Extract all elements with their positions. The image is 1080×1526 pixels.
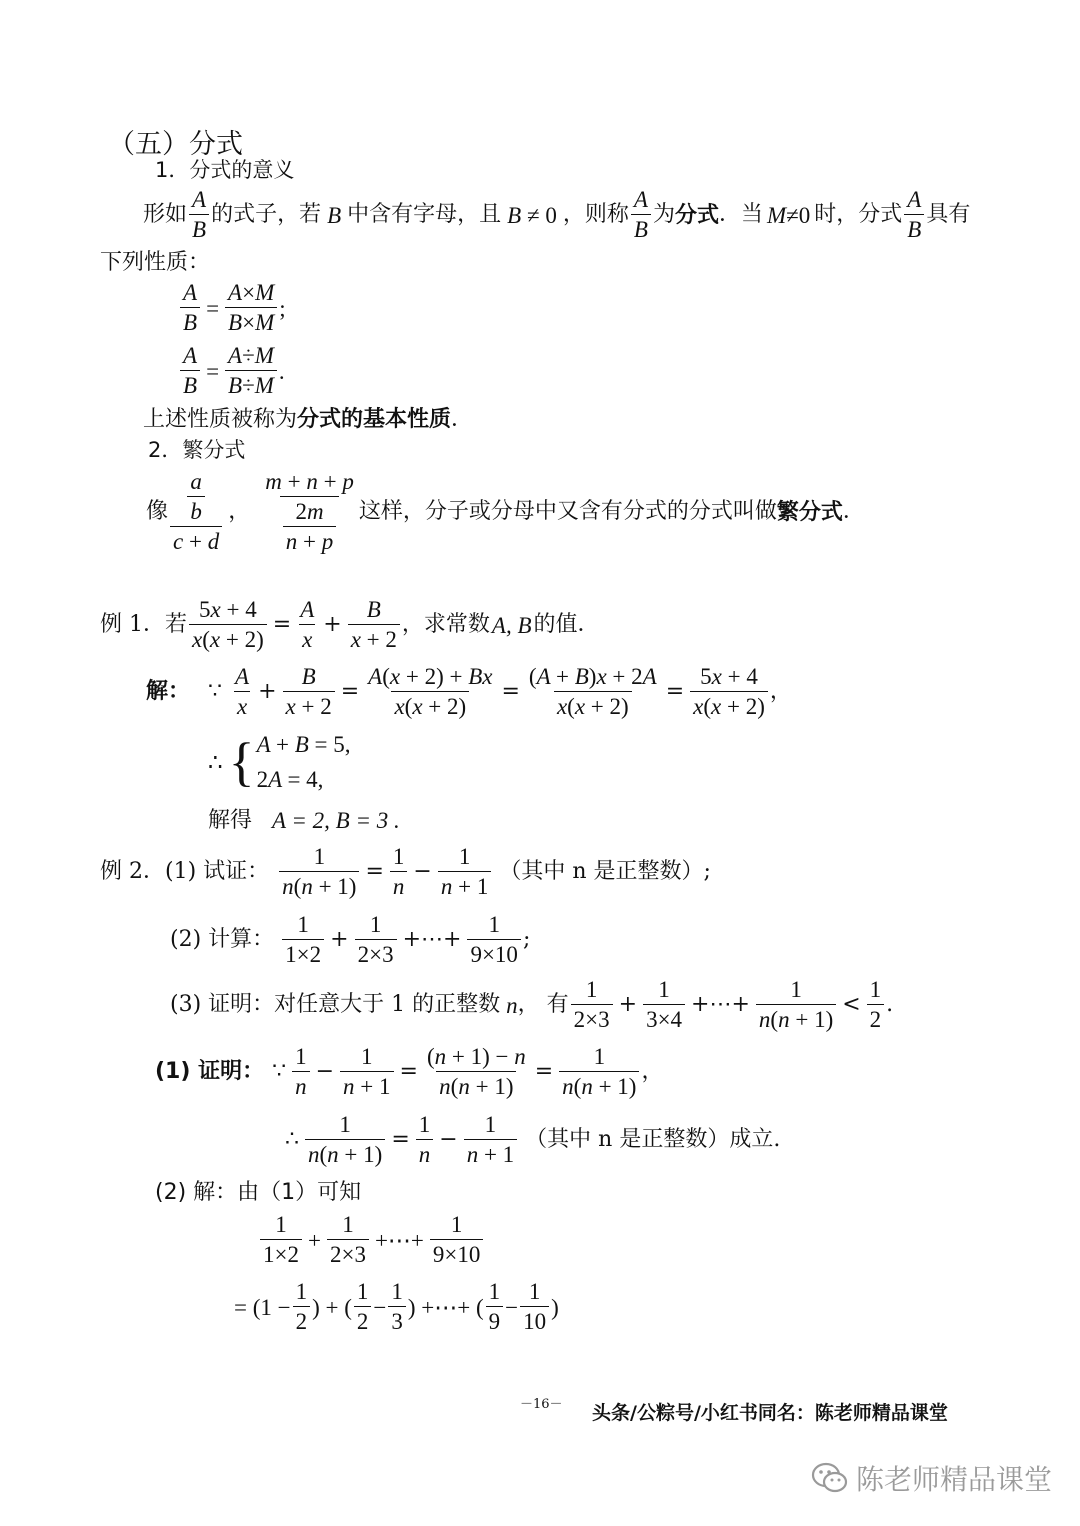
telescoping-expression: = (1 − $\frac{1}{2}$ ) + ( 1 2 − $\frac{1}{3}$ ) +⋯+ ( 1 9 − $\frac{1}{10}$ ) xyxy=(234,1279,559,1335)
basic-property-term: 分式的基本性质 xyxy=(297,406,452,432)
example-2-label: 例 2．(1) 试证： xyxy=(100,859,270,885)
watermark: 陈老师精品课堂 xyxy=(810,1458,1052,1498)
definition-line xyxy=(143,188,970,242)
def-text-6: ．当 xyxy=(718,202,763,228)
complex-fraction-1: $\frac{a}{b}$ c + d xyxy=(170,470,222,554)
page-number: －16－ xyxy=(520,1397,563,1412)
subsection-2-title: 2．繁分式 xyxy=(148,438,246,462)
math-b-nonzero: B ≠ 0 xyxy=(507,202,557,228)
fraction-a-over-b: A B xyxy=(189,188,209,242)
complex-fraction-2: m + n + p $\frac{2m}{n + p}$ xyxy=(265,469,354,555)
complex-fraction-line: 像 $\frac{a}{b}$ c + d ， m + n + p $\frac{2m}{n + p}$ 这样，分子或分母中又含有分式的分式叫做 繁分式 ． xyxy=(146,469,865,555)
sum-expression: 1 1×2 + $\frac{1}{2\times 3}$ +⋯+ $\frac{1}{9\times 10}$ xyxy=(258,1213,485,1267)
def-term: 分式 xyxy=(674,202,719,229)
complex-text-2: 这样，分子或分母中又含有分式的分式叫做 xyxy=(358,499,777,525)
example-2-part-2: (2) 计算： 1 1×2 + $\frac{1}{2\times 3}$ +⋯+ $\frac{1}{9\times 10}$ ; xyxy=(170,912,531,968)
math-m-nonzero: M≠0 xyxy=(766,202,811,228)
fraction-a-over-b-3: A B xyxy=(904,188,924,242)
definition-line-2: 下列性质： xyxy=(100,250,211,275)
solution-part-2-label: (2) 解：由（1）可知 xyxy=(155,1180,362,1205)
def-text-4: ，则称 xyxy=(562,202,629,228)
def-text-8: 具有 xyxy=(926,202,971,228)
subsection-1-title: 1．分式的意义 xyxy=(155,158,295,182)
def-text-5: 为 xyxy=(652,202,675,228)
def-text-2: 的式子，若 xyxy=(211,202,322,228)
property-multiply: $\frac{A}{B}$ = $\frac{A\times M}{B\times M}$ ; xyxy=(178,281,286,335)
system-of-equations: ∴ { A + B = 5, 2A = 4, xyxy=(208,732,351,792)
solution-label: 解： xyxy=(146,679,191,705)
property-summary: 上述性质被称为分式的基本性质． xyxy=(143,406,474,432)
property-divide: $\frac{A}{B}$ = $\frac{A\div M}{B\div M}$ . xyxy=(178,344,285,398)
def-text-7: 时，分式 xyxy=(814,202,903,228)
def-text-3: 中含有字母，且 xyxy=(347,202,502,228)
proof-conclusion: ∴ $\frac{1}{n(n + 1)}$ = $\frac{1}{n}$ − $\frac{1}{n + 1}$ （其中 n 是正整数）成立. xyxy=(285,1112,781,1168)
def-text-1: 形如 xyxy=(143,202,188,228)
math-b: B xyxy=(327,202,342,228)
complex-text-1: 像 xyxy=(146,499,169,525)
fraction-a-over-b-2: A B xyxy=(631,188,651,242)
proof-label: (1) 证明： xyxy=(155,1059,265,1085)
section-title: （五）分式 xyxy=(108,129,243,160)
complex-fraction-term: 繁分式 xyxy=(776,499,843,526)
example-1-answer: 解得 A = 2, B = 3 . xyxy=(208,807,400,833)
example-1-solution: 解： ∵ A x + $\frac{B}{x + 2}$ = $\frac{A(x + 2) + Bx}{x(x + 2)}$ = $\frac{(A + B)x + 2A}{x(x + 2)}$ = $\frac{5x + 4}{x(x + 2)}$ ， xyxy=(146,664,792,720)
example-2-part-1: 例 2．(1) 试证： $\frac{1}{n(n + 1)}$ = $\frac{1}{n}$ − $\frac{1}{n + 1}$ （其中 n 是正整数）; xyxy=(100,844,711,900)
footer-source: 头条/公粽号/小红书同名：陈老师精品课堂 xyxy=(592,1402,948,1424)
example-2-part-3: (3) 证明：对任意大于 1 的正整数 n ， 有 1 2×3 + $\frac{1}{3\times 4}$ +⋯+ $\frac{1}{n(n + 1)}$ < 1 2 . xyxy=(170,977,894,1033)
example-1-label: 例 1．若 xyxy=(100,612,187,638)
example-1-question: 例 1．若 $\frac{5x + 4}{x(x + 2)}$ = $\frac{A}{x}$ + $\frac{B}{x + 2}$ ，求常数 A, B 的值． xyxy=(100,597,600,653)
proof-part-1: (1) 证明： ∵ 1 n − $\frac{1}{n + 1}$ = $\frac{(n + 1) - n}{n(n + 1)}$ = $\frac{1}{n(n + 1)}$ ， xyxy=(155,1044,664,1100)
answer-value: A = 2, B = 3 . xyxy=(272,808,400,833)
wechat-icon xyxy=(810,1461,850,1495)
